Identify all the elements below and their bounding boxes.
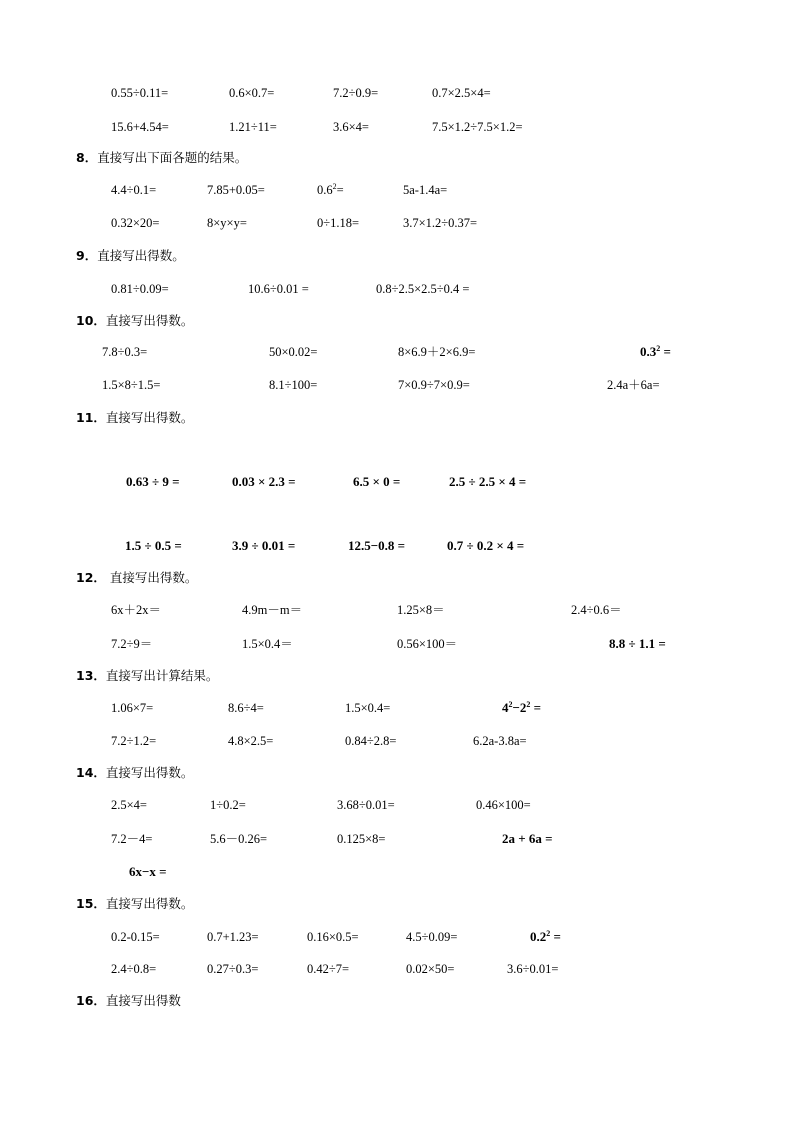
question-text: 直接写出下面各题的结果。 [97, 150, 248, 165]
problem: 3.6÷0.01= [507, 962, 559, 976]
problem: 2.4a＋6a= [607, 378, 660, 392]
question-number: 14． [76, 765, 106, 780]
problem: 7.2÷9＝ [111, 637, 153, 651]
problem: 0.8÷2.5×2.5÷0.4 = [376, 282, 470, 296]
problem: 8.1÷100= [269, 378, 318, 392]
problem-row [0, 600, 794, 620]
problem: 0.56×100＝ [397, 637, 458, 651]
question-number: 8． [76, 150, 98, 165]
question-number: 9． [76, 248, 98, 263]
problem-row [0, 472, 794, 492]
problem: 3.68÷0.01= [337, 798, 395, 812]
problem: 7.2÷0.9= [333, 86, 379, 100]
problem: 12.5−0.8 = [348, 538, 406, 553]
problem: 7.85+0.05= [207, 183, 265, 197]
problem: 6x−x = [129, 864, 167, 879]
problem: 0.16×0.5= [307, 930, 359, 944]
problem: 7.8÷0.3= [102, 345, 148, 359]
problem: 4.9m－m＝ [242, 603, 303, 617]
problem: 3.9 ÷ 0.01 = [232, 538, 296, 553]
problem: 1.25×8＝ [397, 603, 445, 617]
question-heading [0, 246, 794, 266]
question-heading [0, 408, 794, 428]
problem-row [0, 795, 794, 815]
problem: 1.5×0.4＝ [242, 637, 293, 651]
problem-row [0, 959, 794, 979]
problem: 0.7 ÷ 0.2 × 4 = [447, 538, 525, 553]
problem: 3.6×4= [333, 120, 369, 134]
problem: 4.8×2.5= [228, 734, 274, 748]
question-number: 16． [76, 993, 106, 1008]
problem: 0.02×50= [406, 962, 455, 976]
problem: 0.81÷0.09= [111, 282, 169, 296]
problem-row [0, 117, 794, 137]
problem: $4^2-2^2$ = [502, 700, 542, 715]
problem: $0.3^2$ = [640, 344, 671, 359]
problem: 0.55÷0.11= [111, 86, 169, 100]
problem: 10.6÷0.01 = [248, 282, 309, 296]
question-text: 直接写出得数。 [105, 765, 194, 780]
problem: 3.7×1.2÷0.37= [403, 216, 478, 230]
problem: 7×0.9÷7×0.9= [398, 378, 470, 392]
problem: 1÷0.2= [210, 798, 246, 812]
problem-row [0, 375, 794, 395]
question-number: 11． [76, 410, 106, 425]
problem: 6.2a-3.8a= [473, 734, 527, 748]
question-number: 10． [76, 313, 106, 328]
problem: 8.6÷4= [228, 701, 264, 715]
problem-row [0, 634, 794, 654]
problem: 7.5×1.2÷7.5×1.2= [432, 120, 523, 134]
problem: 0.42÷7= [307, 962, 350, 976]
question-text: 直接写出得数 [105, 993, 181, 1008]
problem: 8.8 ÷ 1.1 = [609, 636, 666, 651]
question-text: 直接写出得数。 [105, 896, 194, 911]
problem: 0÷1.18= [317, 216, 360, 230]
question-text: 直接写出计算结果。 [105, 668, 219, 683]
problem: 1.5 ÷ 0.5 = [125, 538, 182, 553]
problem: 5a-1.4a= [403, 183, 448, 197]
question-number: 12． [76, 570, 106, 585]
problem: $0.2^2$ = [530, 929, 561, 944]
problem: 0.46×100= [476, 798, 531, 812]
problem-row [0, 862, 794, 882]
problem-row [0, 698, 794, 718]
problem: 0.6×0.7= [229, 86, 275, 100]
question-number: 13． [76, 668, 106, 683]
problem-row [0, 180, 794, 200]
question-heading [0, 568, 794, 588]
question-heading [0, 763, 794, 783]
problem: 6.5 × 0 = [353, 474, 401, 489]
problem: 0.32×20= [111, 216, 160, 230]
problem: 0.84÷2.8= [345, 734, 397, 748]
problem: 2.5×4= [111, 798, 147, 812]
problem: 0.27÷0.3= [207, 962, 259, 976]
problem: 2a + 6a = [502, 831, 553, 846]
problem: 0.2-0.15= [111, 930, 160, 944]
problem: 4.5÷0.09= [406, 930, 458, 944]
problem: 15.6+4.54= [111, 120, 169, 134]
problem-row [0, 731, 794, 751]
question-heading [0, 311, 794, 331]
problem-row [0, 213, 794, 233]
problem: 1.5×8÷1.5= [102, 378, 161, 392]
problem: 0.7×2.5×4= [432, 86, 491, 100]
problem-row [0, 83, 794, 103]
problem: 2.5 ÷ 2.5 × 4 = [449, 474, 527, 489]
problem-row [0, 927, 794, 947]
problem: 5.6－0.26= [210, 832, 268, 846]
problem: 0.63 ÷ 9 = [126, 474, 180, 489]
question-number: 15． [76, 896, 106, 911]
question-heading [0, 894, 794, 914]
problem: 0.03 × 2.3 = [232, 474, 296, 489]
question-text: 直接写出得数。 [105, 410, 194, 425]
problem: 50×0.02= [269, 345, 318, 359]
problem: 4.4÷0.1= [111, 183, 157, 197]
problem: 7.2－4= [111, 832, 153, 846]
problem: 6x＋2x＝ [111, 603, 162, 617]
problem: 1.5×0.4= [345, 701, 391, 715]
problem: 8×y×y= [207, 216, 247, 230]
question-text: 直接写出得数。 [105, 570, 198, 585]
question-heading [0, 666, 794, 686]
problem: 2.4÷0.6＝ [571, 603, 622, 617]
question-text: 直接写出得数。 [97, 248, 185, 263]
problem-row [0, 829, 794, 849]
problem: $0.6^2=$ [317, 182, 344, 197]
problem: 7.2÷1.2= [111, 734, 157, 748]
problem-row [0, 279, 794, 299]
problem: 0.7+1.23= [207, 930, 259, 944]
problem: 8×6.9＋2×6.9= [398, 345, 476, 359]
problem-row [0, 536, 794, 556]
question-text: 直接写出得数。 [105, 313, 194, 328]
problem: 1.21÷11= [229, 120, 277, 134]
problem: 0.125×8= [337, 832, 386, 846]
problem: 1.06×7= [111, 701, 154, 715]
problem: 2.4÷0.8= [111, 962, 157, 976]
problem-row [0, 342, 794, 362]
question-heading [0, 148, 794, 168]
question-heading [0, 991, 794, 1011]
